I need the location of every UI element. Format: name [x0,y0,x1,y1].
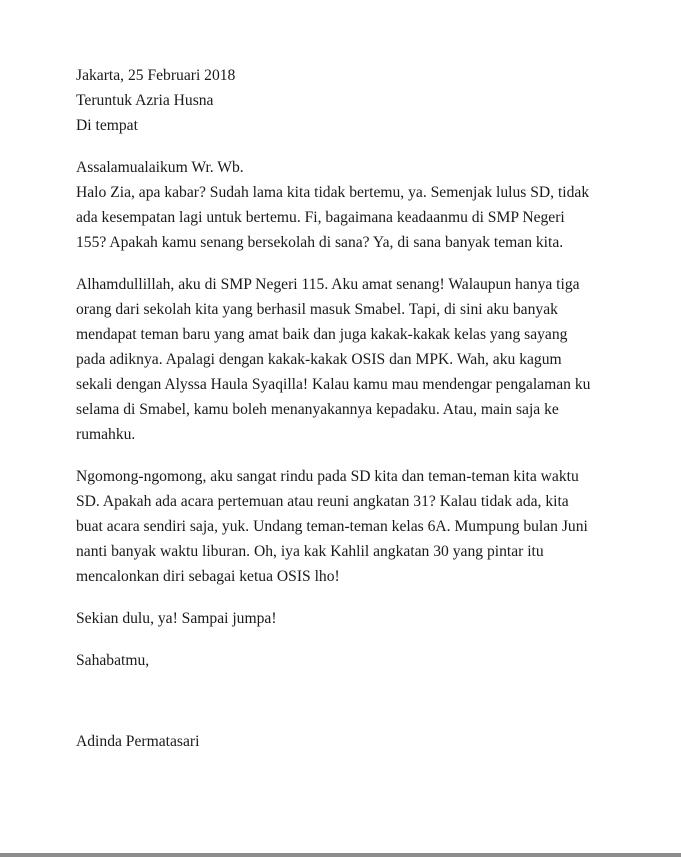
paragraph-line: nanti banyak waktu liburan. Oh, iya kak Kahlil angkatan 30 yang pintar itu [76,543,544,560]
paragraph-line: pada adiknya. Apalagi dengan kakak-kakak OSIS dan MPK. Wah, aku kagum [76,351,562,368]
body-paragraph-2 [76,272,616,447]
paragraph-line: ada kesempatan lagi untuk bertemu. Fi, bagaimana keadaanmu di SMP Negeri [76,209,565,226]
signature-name: Adinda Permatasari [76,733,200,750]
valediction: Sahabatmu, [76,652,150,669]
paragraph-line: buat acara sendiri saja, yuk. Undang teman-teman kelas 6A. Mumpung bulan Juni [76,518,588,535]
paragraph-line: 155? Apakah kamu senang bersekolah di sana? Ya, di sana banyak teman kita. [76,234,564,251]
paragraph-line: SD. Apakah ada acara pertemuan atau reuni angkatan 31? Kalau tidak ada, kita [76,493,569,510]
opening-paragraph [76,155,616,255]
paragraph-line: Ngomong-ngomong, aku sangat rindu pada SD kita dan teman-teman kita waktu [76,468,579,485]
body-paragraph-3 [76,464,616,589]
paragraph-line: orang dari sekolah kita yang berhasil masuk Smabel. Tapi, di sini aku banyak [76,301,558,318]
paragraph-line: Alhamdullillah, aku di SMP Negeri 115. Aku amat senang! Walaupun hanya tiga [76,276,580,293]
greeting: Assalamualaikum Wr. Wb. [76,159,244,176]
recipient: Teruntuk Azria Husna [76,92,214,109]
paragraph-line: sekali dengan Alyssa Haula Syaqilla! Kalau kamu mau mendengar pengalaman ku [76,376,591,393]
letter-header [76,63,616,138]
valediction-block [76,648,616,673]
place-date: Jakarta, 25 Februari 2018 [76,67,236,84]
closing-remark: Sekian dulu, ya! Sampai jumpa! [76,610,277,627]
paragraph-line: rumahku. [76,426,136,443]
paragraph-line: Halo Zia, apa kabar? Sudah lama kita tidak bertemu, ya. Semenjak lulus SD, tidak [76,184,590,201]
page-bottom-edge [0,853,681,857]
signature-block [76,729,616,754]
paragraph-line: mendapat teman baru yang amat baik dan juga kakak-kakak kelas yang sayang [76,326,568,343]
recipient-location: Di tempat [76,117,138,134]
letter-body [76,63,616,754]
paragraph-line: selama di Smabel, kamu boleh menanyakannya kepadaku. Atau, main saja ke [76,401,559,418]
closing-remark-block [76,606,616,631]
paragraph-line: mencalonkan diri sebagai ketua OSIS lho! [76,568,340,585]
